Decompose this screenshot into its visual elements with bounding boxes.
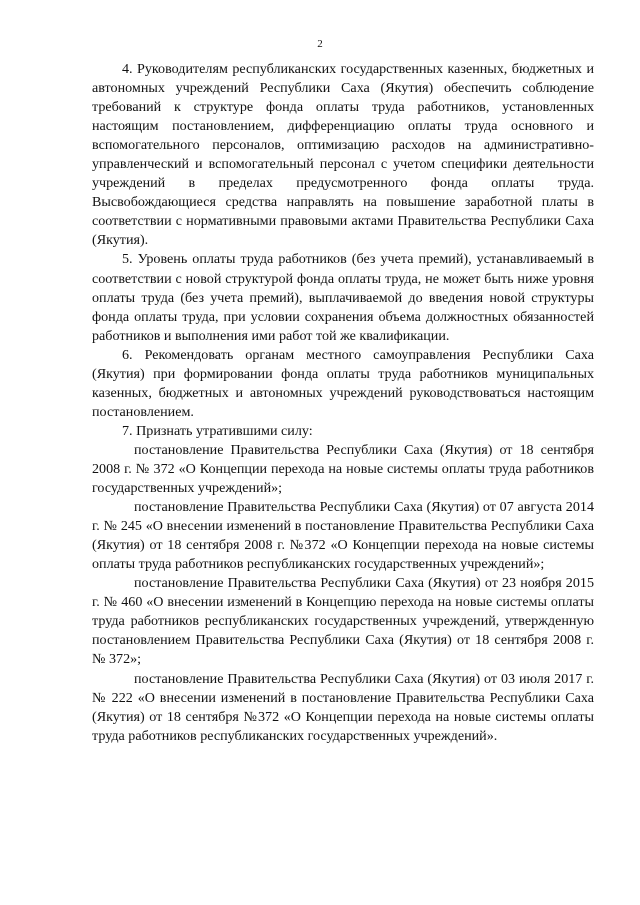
paragraph-item-7: 7. Признать утратившими силу: [122, 422, 313, 439]
paragraph-item-5: 5. Уровень оплаты труда работников (без учета премий), устанавливаемый в соответствии с новой структурой фонда оплаты труда, не может быть ниже уровня оплаты труда (без учета премий), выплачиваемой до введения новой структуры фонда оплаты труда, при условии сохранения объема должностных обязанностей работников и выполнения ими работ той же квалификации. [92, 251, 594, 344]
paragraph-item-6: 6. Рекомендовать органам местного самоуправления Республики Саха (Якутия) при формировании фонда оплаты труда работников муниципальных казенных, бюджетных и автономных учреждений руководствоваться настоящим постановлением. [92, 346, 594, 420]
document-body [92, 60, 594, 746]
paragraph-item-4: 4. Руководителям республиканских государственных казенных, бюджетных и автономных учреждений Республики Саха (Якутия) обеспечить соблюдение требований к структуре фонда оплаты труда работников, установленных настоящим постановлением, дифференциацию оплаты труда основного и вспомогательного персоналов, оптимизацию расходов на административно-управленческий и вспомогательный персонал с учетом специфики деятельности учреждений в пределах предусмотренного фонда оплаты труда. Высвобождающиеся средства направлять на повышение заработной платы в соответствии с нормативными правовыми актами Правительства Республики Саха (Якутия). [92, 61, 594, 249]
repealed-act-2014-245: постановление Правительства Республики Саха (Якутия) от 07 августа 2014 г. № 245 «О внесении изменений в постановление Правительства Республики Саха (Якутия) от 18 сентября 2008 г. №372 «О Концепции перехода на новые системы оплаты труда работников республиканских государственных учреждений»; [92, 499, 594, 573]
page-number: 2 [317, 38, 323, 50]
repealed-act-2015-460: постановление Правительства Республики Саха (Якутия) от 23 ноября 2015 г. № 460 «О внесении изменений в Концепцию перехода на новые системы оплаты труда работников республиканских государственных учреждений, утвержденную постановлением Правительства Республики Саха (Якутия) от 18 сентября 2008 г. № 372»; [92, 575, 594, 668]
repealed-act-2017-222: постановление Правительства Республики Саха (Якутия) от 03 июля 2017 г. № 222 «О внесении изменений в постановление Правительства Республики Саха (Якутия) от 18 сентября №372 «О Концепции перехода на новые системы оплаты труда работников республиканских государственных учреждений». [92, 670, 594, 744]
repealed-act-2008-372: постановление Правительства Республики Саха (Якутия) от 18 сентября 2008 г. № 372 «О Концепции перехода на новые системы оплаты труда работников государственных учреждений»; [92, 441, 594, 497]
